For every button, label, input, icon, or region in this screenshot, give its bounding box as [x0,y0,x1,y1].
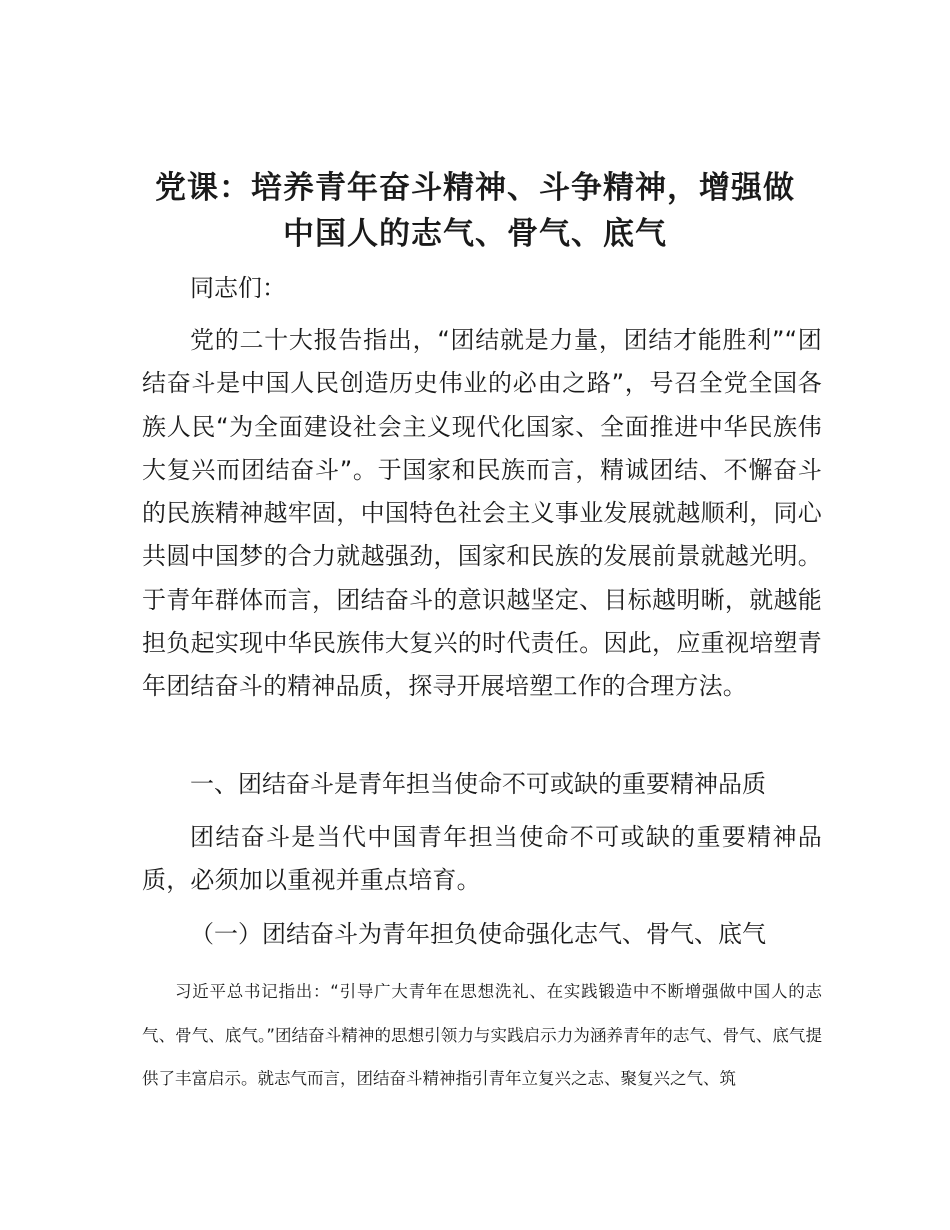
document-title-line-1: 党课：培养青年奋斗精神、斗争精神，增强做 [155,170,795,206]
paragraph-2: 团结奋斗是当代中国青年担当使命不可或缺的重要精神品质，必须加以重视并重点培育。 [142,823,822,895]
section-heading-1: 一、团结奋斗是青年担当使命不可或缺的重要精神品质 [190,770,766,798]
paragraph-3: 习近平总书记指出：“引导广大青年在思想洗礼、在实践锻造中不断增强做中国人的志气、骨气、底气。”团结奋斗精神的思想引领力与实践启示力为涵养青年的志气、骨气、底气提供了丰富启示。就志气而言，团结奋斗精神指引青年立复兴之志、聚复兴之气、筑 [142,982,822,1088]
greeting: 同志们： [190,274,286,302]
document-title-line-2: 中国人的志气、骨气、底气 [283,216,667,252]
paragraph-1: 党的二十大报告指出，“团结就是力量，团结才能胜利”“团结奋斗是中国人民创造历史伟业的必由之路”，号召全党全国各族人民“为全面建设社会主义现代化国家、全面推进中华民族伟大复兴而团结奋斗”。于国家和民族而言，精诚团结、不懈奋斗的民族精神越牢固，中国特色社会主义事业发展就越顺利，同心共圆中国梦的合力就越强劲，国家和民族的发展前景就越光明。于青年群体而言，团结奋斗的意识越坚定、目标越明晰，就越能担负起实现中华民族伟大复兴的时代责任。因此，应重视培塑青年团结奋斗的精神品质，探寻开展培塑工作的合理方法。 [142,326,822,701]
subsection-heading-1: （一）团结奋斗为青年担负使命强化志气、骨气、底气 [190,920,766,948]
